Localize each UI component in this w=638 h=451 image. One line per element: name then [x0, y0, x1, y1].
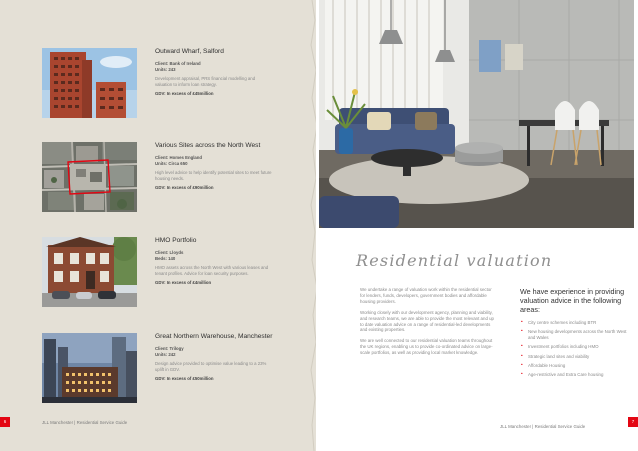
- project-gdv: GDV: In excess of £50million: [155, 375, 214, 381]
- page-number: 6: [0, 417, 10, 427]
- bullet-icon: •: [521, 372, 523, 378]
- list-item: [520, 354, 632, 360]
- intro-paragraph: Working closely with our development agency, planning and viability, and research teams, we are able to provide the most relevant and up to date valuation advice on a range of residential-led developments and existing properties.: [360, 309, 494, 333]
- project-description: Development appraisal, PRS financial modelling and valuation to inform loan strategy.: [155, 75, 256, 87]
- project-units: Units: Circa 650: [155, 160, 188, 166]
- list-item: [520, 363, 632, 369]
- project-text: [155, 48, 273, 97]
- bullet-icon: •: [521, 344, 523, 350]
- project-card: [42, 48, 272, 120]
- experience-list: [520, 320, 632, 379]
- project-description: HMO assets across the North West with various leases and tenant profiles. Advice for loan security purposes.: [155, 264, 269, 276]
- list-item-label: New housing developments across the North West and Wales: [528, 329, 627, 340]
- right-page: [316, 0, 638, 451]
- hero-image-apartment: [319, 0, 634, 228]
- project-gdv: GDV: In excess of £45million: [155, 90, 214, 96]
- project-card: [42, 142, 272, 214]
- project-card: [42, 333, 272, 405]
- intro-paragraph: We undertake a range of valuation work within the residential sector for lenders, funds, developers, government bodies and affordable housing providers.: [360, 287, 492, 304]
- list-item-label: Strategic land sites and viability: [528, 353, 590, 359]
- list-item-label: Investment portfolios including HMO: [528, 344, 599, 350]
- intro-paragraph: We are well connected to our residential valuation teams throughout the UK regions, enabling us to provide co-ordinated advice on large-scale portfolios, as well as providing local market knowledge.: [360, 338, 493, 356]
- project-gdv: GDV: In excess of £90million: [155, 184, 214, 190]
- project-image-tower: [42, 48, 137, 118]
- footer-text: JLL Manchester | Residential Service Guide: [42, 420, 128, 425]
- project-client: Client: Homes England: [155, 154, 203, 160]
- list-item: [520, 329, 632, 341]
- project-text: [155, 333, 273, 382]
- project-text: [155, 237, 273, 286]
- project-image-house: [42, 237, 137, 307]
- project-title: Great Northern Warehouse, Manchester: [155, 333, 273, 340]
- bullet-icon: •: [521, 362, 523, 368]
- project-description: Design advice provided to optimise value leading to a 23% uplift in GDV.: [155, 360, 267, 372]
- project-title: Outward Wharf, Salford: [155, 48, 224, 55]
- project-client: Client: Trilogy: [155, 345, 184, 351]
- project-description: High level advice to help identify potential sites to meet future housing needs.: [155, 169, 272, 181]
- project-title: HMO Portfolio: [155, 237, 197, 244]
- experience-heading: We have experience in providing valuation advice in the following areas:: [520, 287, 625, 315]
- intro-column: [360, 287, 498, 361]
- bullet-icon: •: [521, 319, 523, 325]
- project-client: Client: Lloyds: [155, 249, 184, 255]
- project-client: Client: Bank of Ireland: [155, 60, 201, 66]
- project-units: Units: 243: [155, 66, 176, 72]
- footer-text: JLL Manchester | Residential Service Guide: [500, 424, 586, 429]
- list-item: [520, 344, 632, 350]
- project-text: [155, 142, 273, 191]
- project-gdv: GDV: In excess of £4million: [155, 279, 212, 285]
- bullet-icon: •: [521, 329, 523, 334]
- project-image-warehouse: [42, 333, 137, 403]
- list-item-label: City centre schemes including BTR: [528, 319, 597, 325]
- project-image-aerial: [42, 142, 137, 212]
- project-units: Units: 242: [155, 351, 176, 357]
- project-units: Beds: 140: [155, 255, 176, 261]
- project-card: [42, 237, 272, 309]
- list-item: [520, 372, 632, 378]
- list-item-label: Affordable Housing: [528, 362, 566, 368]
- project-title: Various Sites across the North West: [155, 142, 261, 149]
- experience-column: [520, 287, 632, 382]
- bullet-icon: •: [521, 353, 523, 359]
- left-page: [0, 0, 316, 451]
- section-title: Residential valuation: [356, 251, 553, 270]
- list-item-label: Age-restrictive and Extra Care housing: [528, 372, 604, 378]
- list-item: [520, 320, 632, 326]
- page-number: 7: [628, 417, 638, 427]
